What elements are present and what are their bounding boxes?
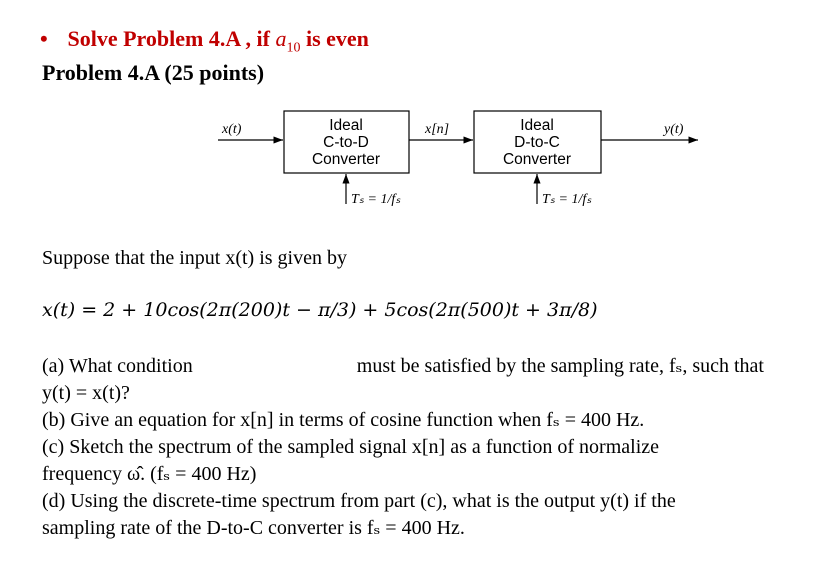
question-a-right: must be satisfied by the sampling rate, fₛ, such that (356, 355, 764, 377)
question-d-line2: sampling rate of the D-to-C converter is fₛ = 400 Hz. (42, 517, 465, 539)
input-equation: x(t) = 2 + 10cos(2π(200)t − π/3) + 5cos(2π(500)t + 3π/8) (42, 299, 598, 321)
block-diagram (0, 100, 833, 220)
task-title-var: a (275, 26, 287, 51)
problem-heading: Problem 4.A (25 points) (42, 60, 265, 85)
question-a-line1 (42, 353, 764, 380)
question-list (42, 353, 764, 542)
question-a-left: (a) What condition (42, 355, 193, 377)
question-c-line2: frequency ω̂. (fₛ = 400 Hz) (42, 463, 257, 485)
bullet-icon: • (40, 26, 48, 51)
c-to-d-line2: C-to-D (323, 134, 369, 151)
task-title (40, 26, 369, 56)
ts2-label: Tₛ = 1/fₛ (542, 192, 592, 207)
ts1-label: Tₛ = 1/fₛ (351, 192, 401, 207)
d-to-c-line3: Converter (502, 151, 572, 168)
c-to-d-line1: Ideal (329, 117, 363, 134)
task-title-suffix: is even (305, 26, 369, 51)
question-c-line1: (c) Sketch the spectrum of the sampled signal x[n] as a function of normalize (42, 436, 660, 458)
task-title-sub: 10 (286, 40, 301, 56)
output-signal-label: y(t) (664, 122, 684, 137)
question-d-line1: (d) Using the discrete-time spectrum from part (c), what is the output y(t) if the (42, 490, 676, 512)
c-to-d-line3: Converter (311, 151, 381, 168)
question-a-line2: y(t) = x(t)? (42, 382, 130, 404)
input-signal-label: x(t) (222, 122, 242, 137)
discrete-signal-label: x[n] (425, 122, 450, 137)
d-to-c-line2: D-to-C (514, 134, 560, 151)
question-b: (b) Give an equation for x[n] in terms of cosine function when fₛ = 400 Hz. (42, 409, 645, 431)
task-title-prefix: Solve Problem 4.A , if (67, 26, 276, 51)
intro-text: Suppose that the input x(t) is given by (42, 247, 347, 269)
d-to-c-line1: Ideal (520, 117, 554, 134)
